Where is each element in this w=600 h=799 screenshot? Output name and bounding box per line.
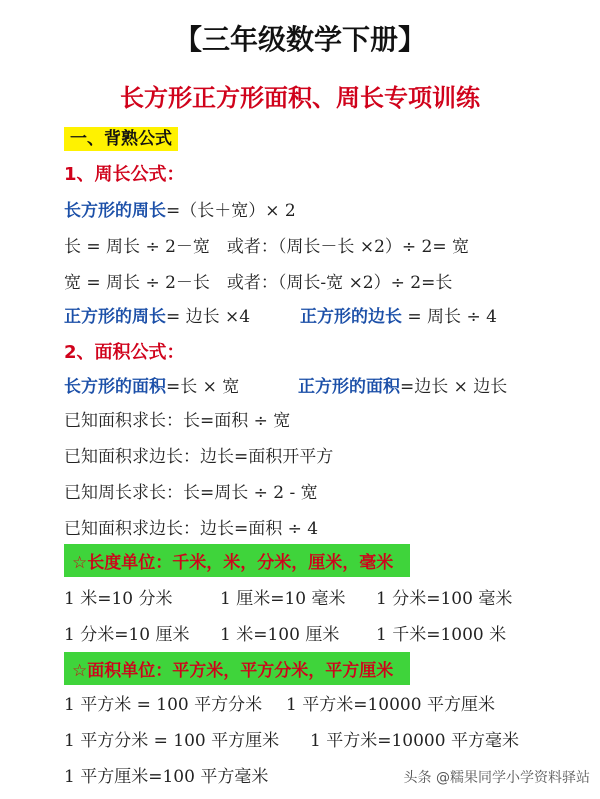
page-title: 【三年级数学下册】	[173, 23, 426, 56]
length-from-perimeter: 长 = 周长 ÷ 2－宽 或者：（周长－长 ×2）÷ 2= 宽	[64, 237, 469, 257]
area-heading: 2、面积公式：	[64, 342, 185, 363]
square-perimeter-expr: = 边长 ×4	[166, 307, 251, 327]
rect-area-label: 长方形的面积	[64, 377, 166, 397]
square-side-expr: = 周长 ÷ 4	[402, 307, 497, 327]
section-label: 一、背熟公式	[64, 127, 178, 151]
perimeter-heading: 1、周长公式：	[64, 164, 185, 185]
page-subtitle: 长方形正方形面积、周长专项训练	[120, 84, 480, 112]
width-from-perimeter: 宽 = 周长 ÷ 2－长 或者：（周长-宽 ×2）÷ 2=长	[64, 273, 453, 293]
length-units-title: ☆长度单位：千米，米，分米，厘米，毫米	[64, 544, 410, 577]
length-units-banner	[64, 544, 410, 577]
length-unit: 1 米=10 分米	[64, 589, 173, 609]
rect-perimeter-label: 长方形的周长	[64, 201, 166, 221]
square-side-label: 正方形的边长	[300, 307, 402, 327]
area-unit: 1 平方米 = 100 平方分米	[64, 695, 263, 715]
square-area-label: 正方形的面积	[298, 377, 400, 397]
area-rule-1: 已知面积求长：长=面积 ÷ 宽	[64, 411, 291, 431]
square-perimeter-label: 正方形的周长	[64, 307, 166, 327]
rect-area-formula	[64, 372, 239, 397]
length-unit: 1 厘米=10 毫米	[220, 589, 346, 609]
area-unit: 1 平方厘米=100 平方毫米	[64, 767, 269, 787]
length-unit: 1 千米=1000 米	[376, 625, 507, 645]
watermark: 头条 @糯果同学小学资料驿站	[403, 770, 590, 786]
area-units-banner	[64, 652, 410, 685]
section-heading-formulas	[64, 124, 178, 149]
square-area-formula	[298, 372, 507, 397]
rect-perimeter-expr: =（长＋宽）× 2	[166, 201, 296, 221]
area-units-title: ☆面积单位：平方米，平方分米，平方厘米	[64, 652, 410, 685]
rect-area-expr: =长 × 宽	[166, 377, 240, 397]
area-rule-2: 已知面积求边长：边长=面积开平方	[64, 447, 334, 467]
square-area-expr: =边长 × 边长	[400, 377, 508, 397]
rect-perimeter-formula	[64, 196, 296, 221]
length-unit: 1 分米=100 毫米	[376, 589, 513, 609]
length-unit: 1 米=100 厘米	[220, 625, 340, 645]
length-unit: 1 分米=10 厘米	[64, 625, 190, 645]
square-perimeter-formula	[64, 302, 250, 327]
square-side-formula	[300, 302, 497, 327]
area-unit: 1 平方分米 = 100 平方厘米	[64, 731, 280, 751]
area-rule-3: 已知周长求长：长=周长 ÷ 2 - 宽	[64, 483, 318, 503]
area-unit: 1 平方米=10000 平方厘米	[286, 695, 495, 715]
area-unit: 1 平方米=10000 平方毫米	[310, 731, 519, 751]
area-rule-4: 已知面积求边长：边长=面积 ÷ 4	[64, 519, 319, 539]
